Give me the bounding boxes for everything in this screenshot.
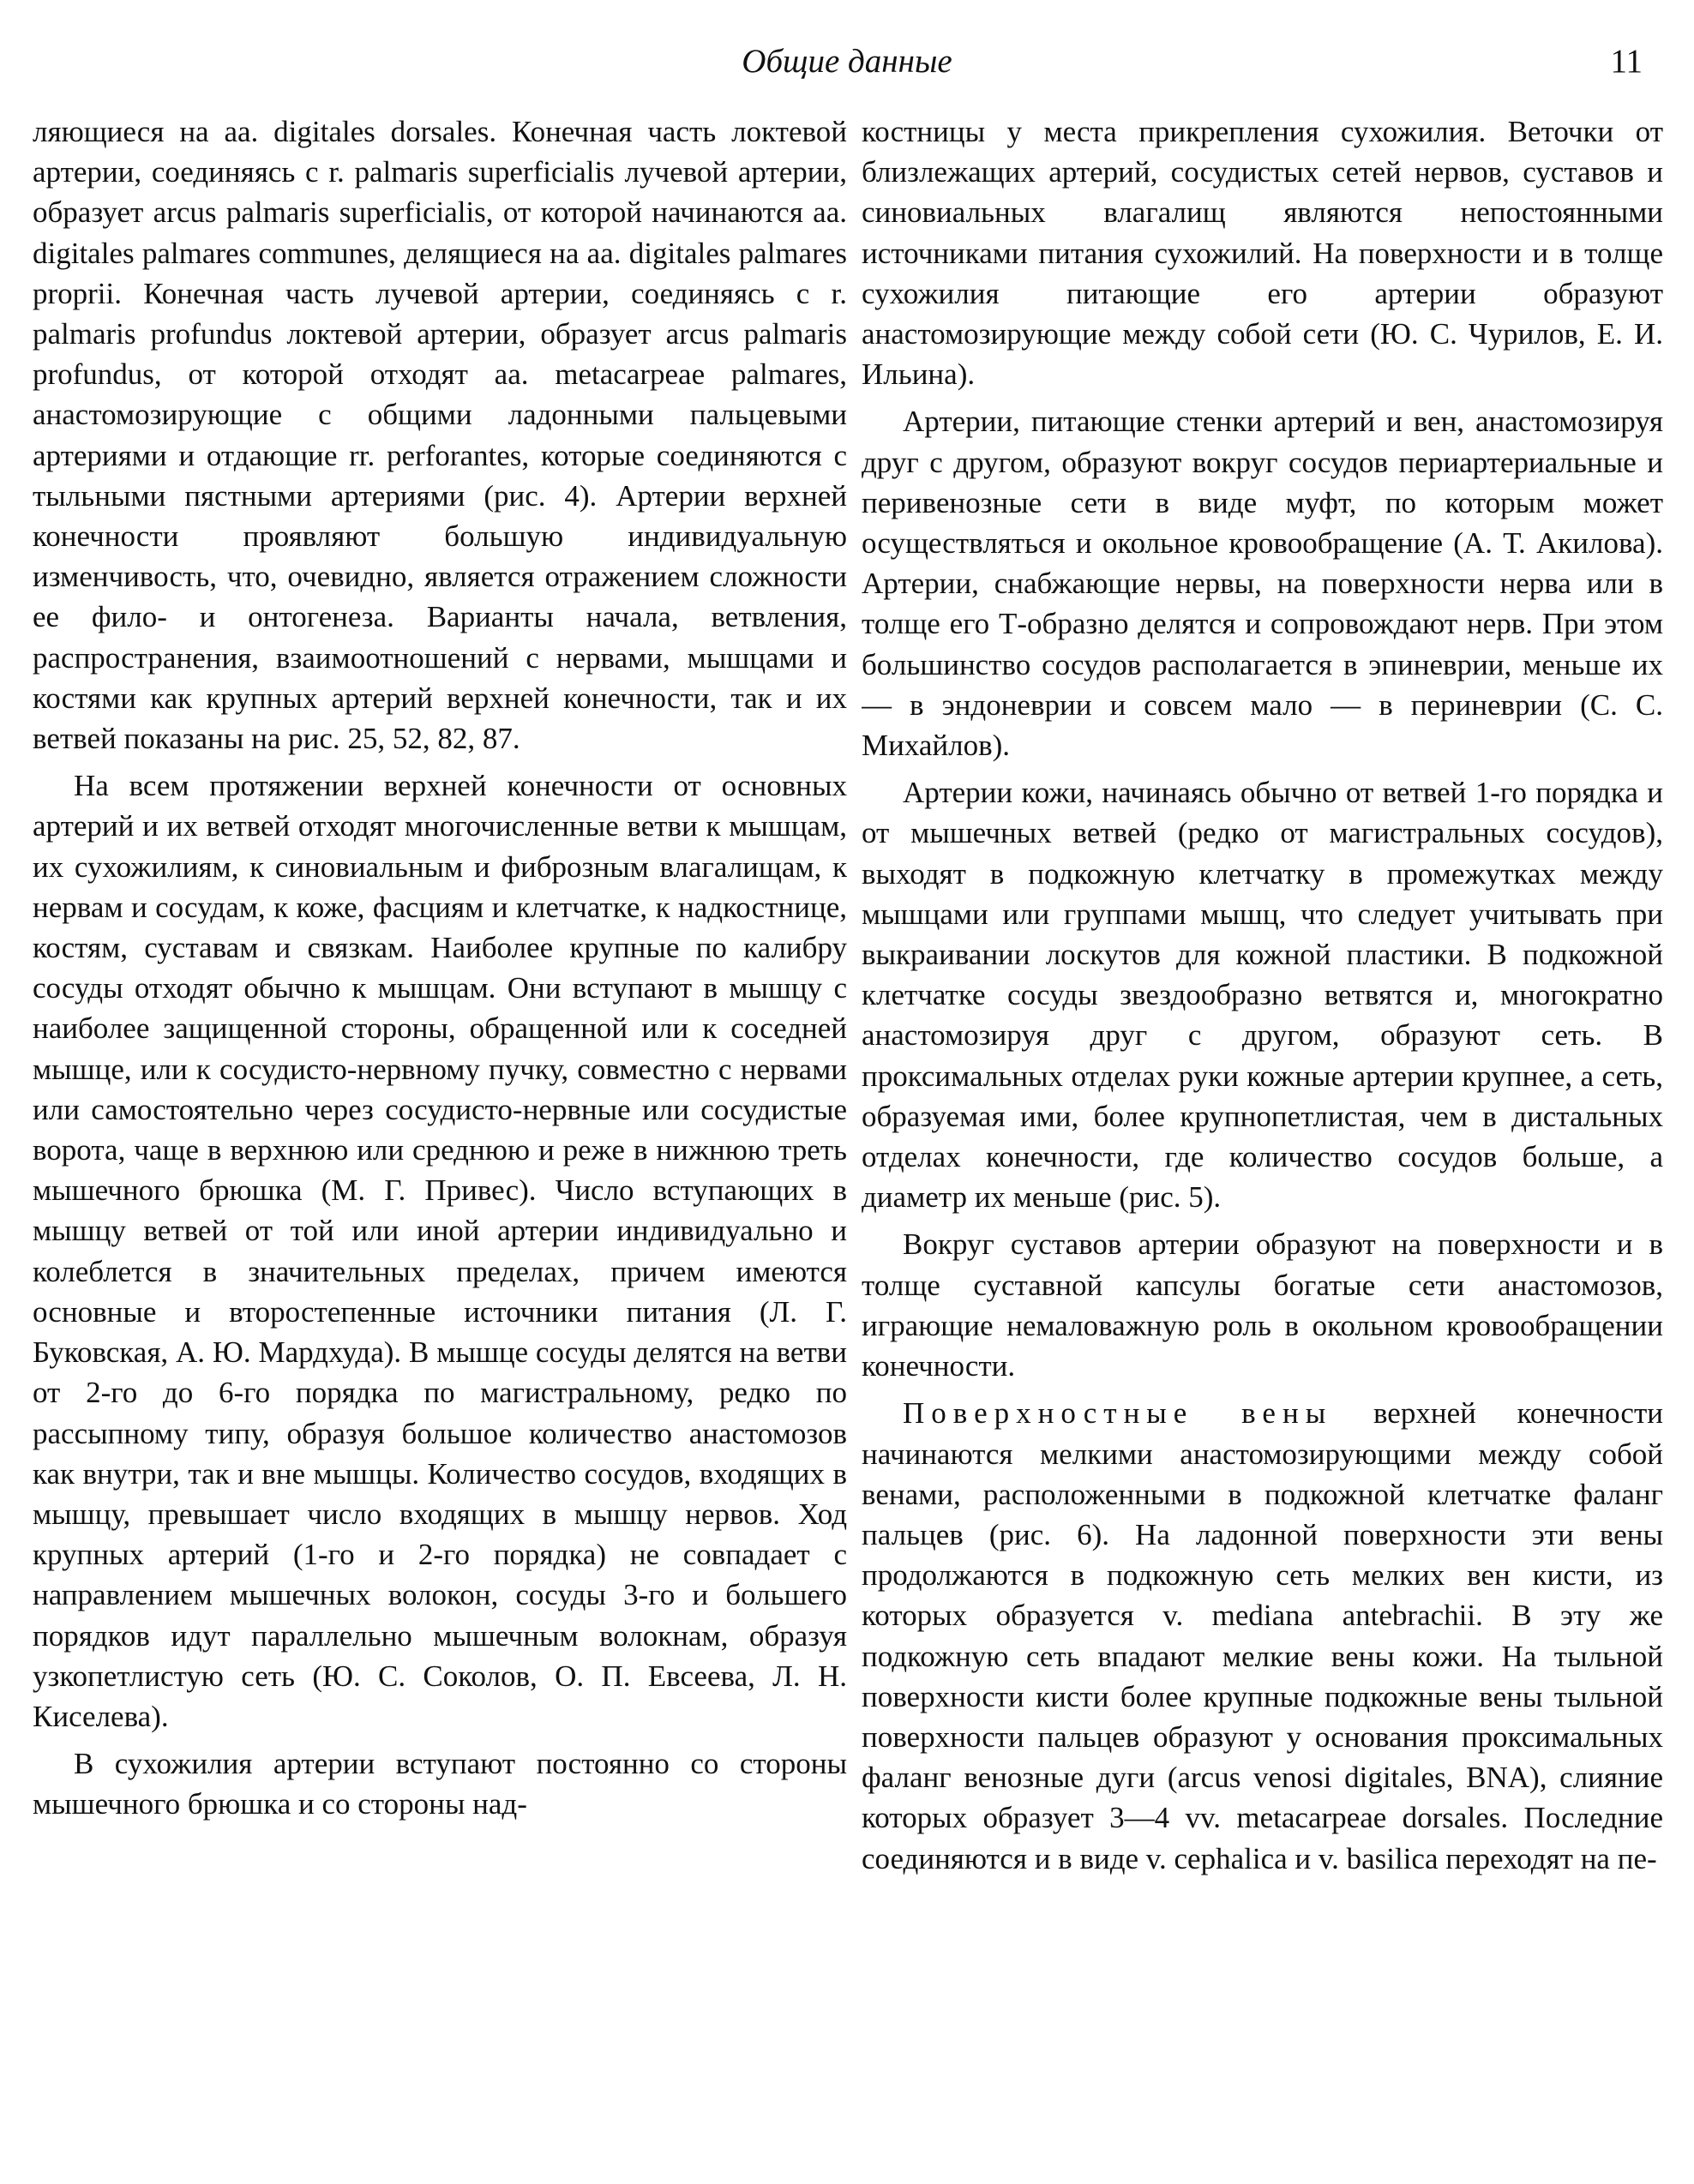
paragraph-tendons: В сухожилия артерии вступают постоянно со стороны мышечного брюшка и со стороны над- <box>33 1747 847 1821</box>
running-header <box>0 36 1694 87</box>
page-number: 11 <box>1610 43 1643 80</box>
running-title: Общие данные <box>742 43 952 80</box>
paragraph-skin-arteries: Артерии кожи, начинаясь обычно от ветвей 1-го порядка и от мышечных ветвей (редко от магистральных сосудов), выходят в подкожную клетчатку в промежутках между мышцами или группами мышц, что следует учитывать при выкраивании лоскутов для кожной пластики. В подкожной клетчатке сосуды звездообразно ветвятся и, многократно анастомозируя друг с другом, образуют сеть. В проксимальных отделах руки кожные артерии крупнее, а сеть, образуемая ими, более крупнопетлистая, чем в дистальных отделах конечности, где количество сосудов больше, а диаметр их меньше (рис. 5). <box>862 776 1663 1215</box>
paragraph-vessel-walls: Артерии, питающие стенки артерий и вен, анастомозируя друг с другом, образуют вокруг сосудов периартериальные и перивенозные сети в виде муфт, по которым может осуществляться и окольное кровообращение (А. Т. Акилова). Артерии, снабжающие нервы, на поверхности нерва или в толще его Т-образно делятся и сопровождают нерв. При этом большинство сосудов располагается в эпиневрии, меньше их — в эндоневрии и совсем мало — в периневрии (С. С. Михайлов). <box>862 405 1663 763</box>
paragraph-vessels-branches: На всем протяжении верхней конечности от основных артерий и их ветвей отходят многочисленные ветви к мышцам, их сухожилиям, к синовиальным и фиброзным влагалищам, к нервам и сосудам, к коже, фасциям и клетчатке, к надкостнице, костям, суставам и связкам. Наиболее крупные по калибру сосуды отходят обычно к мышцам. Они вступают в мышцу с наиболее защищенной стороны, обращенной или к соседней мышце, или к сосудисто-нервному пучку, совместно с нервами или самостоятельно через сосудисто-нервные или сосудистые ворота, чаще в верхнюю или среднюю и реже в нижнюю треть мышечного брюшка (М. Г. Привес). Число вступающих в мышцу ветвей от той или иной артерии индивидуально и колеблется в значительных пределах, причем имеются основные и второстепенные источники питания (Л. Г. Буковская, А. Ю. Мардхуда). В мышце сосуды делятся на ветви от 2-го до 6-го порядка по магистральному, редко по рассыпному типу, образуя большое количество анастомозов как внутри, так и вне мышцы. Количество сосудов, входящих в мышцу, превышает число входящих в мышцу нервов. Ход крупных артерий (1-го и 2-го порядка) не совпадает с направлением мышечных волокон, сосуды 3-го и большего порядков идут параллельно мышечным волокнам, образуя узкопетлистую сеть (Ю. С. Соколов, О. П. Евсеева, Л. Н. Киселева). <box>33 769 847 1733</box>
paragraph-superficial-veins <box>862 1393 1663 1878</box>
paragraph-joints: Вокруг суставов артерии образуют на поверхности и в толще суставной капсулы богатые сети анастомозов, играющие немаловажную роль в окольном кровообращении конечности. <box>862 1227 1663 1383</box>
superficial-veins-text: верхней конечности начинаются мелкими анастомозирующими между собой венами, расположенными в подкожной клетчатке фаланг пальцев (рис. 6). На ладонной поверхности эти вены продолжаются в подкожную сеть мелких вен кисти, из которых образуется v. mediana antebrachii. В эту же подкожную сеть впадают мелкие вены кожи. На тыльной поверхности кисти более крупные подкожные вены тыльной поверхности пальцев образуют у основания проксимальных фаланг венозные дуги (arcus venosi digitales, BNA), слияние которых образует 3—4 vv. metacarpeae dorsales. Последние соединяются и в виде v. cephalica и v. basilica переходят на пе- <box>862 1396 1663 1875</box>
left-column <box>33 111 847 2169</box>
paragraph-continued: ляющиеся на aa. digitales dorsales. Конечная часть локтевой артерии, соединяясь с r. palmaris superficialis лучевой артерии, образует arcus palmaris superficialis, от которой начинаются aa. digitales palmares communes, делящиеся на aa. digitales palmares proprii. Конечная часть лучевой артерии, соединяясь с r. palmaris profundus локтевой артерии, образует arcus palmaris profundus, от которой отходят aa. metacarpeae palmares, анастомозирующие с общими ладонными пальцевыми артериями и отдающие rr. perforantes, которые соединяются с тыльными пястными артериями (рис. 4). Артерии верхней конечности проявляют большую индивидуальную изменчивость, что, очевидно, является отражением сложности ее фило- и онтогенеза. Варианты начала, ветвления, распространения, взаимоотношений с нервами, мышцами и костями как крупных артерий верхней конечности, так и их ветвей показаны на рис. 25, 52, 82, 87. <box>33 115 847 756</box>
paragraph-tendons-continued: костницы у места прикрепления сухожилия. Веточки от близлежащих артерий, сосудистых сетей нервов, суставов и синовиальных влагалищ являются непостоянными источниками питания сухожилий. На поверхности и в толще сухожилия питающие его артерии образуют анастомозирующие между собой сети (Ю. С. Чурилов, Е. И. Ильина). <box>862 115 1663 392</box>
term-superficial-veins: Поверхностные вены <box>903 1396 1333 1431</box>
right-column <box>862 111 1663 2169</box>
